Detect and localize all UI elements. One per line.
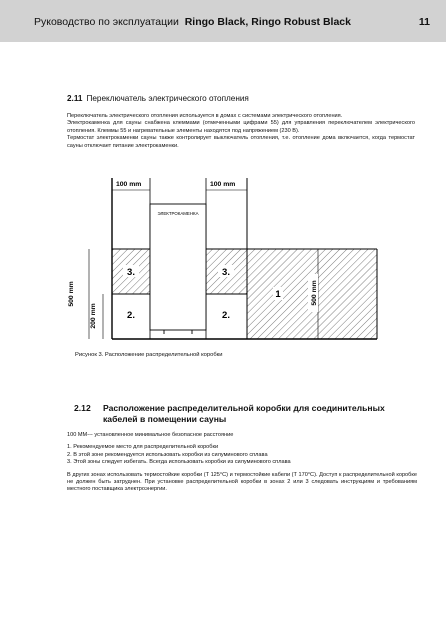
heater-label: ЭЛЕКТРОКАМЕНКА <box>157 211 199 216</box>
zone-3-left-label: 3. <box>127 267 135 278</box>
section-2-11-title <box>67 94 249 103</box>
junction-box-diagram <box>60 168 390 358</box>
figure-caption: Рисунок 3. Расположение распределительной коробки <box>75 352 223 358</box>
paragraph-line: Термостат электрокаменки сауны также контролирует выключатель отопления, т.е. отопление дома включается, когда термостат сауны отключает питание электрокаменки. <box>67 135 415 149</box>
dim-right-label: 100 mm <box>210 181 236 188</box>
section-title-line: кабелей в помещении сауны <box>103 414 227 424</box>
page-header <box>0 0 446 42</box>
paragraph-line: Электрокаменка для сауны снабжена клеммами (отмеченными цифрами 55) для управления переключателем электрического отопления. Клеммы 55 и нагревательные элементы находятся под напряжением (230 В). <box>67 120 415 134</box>
header-title-model: Ringo Black, Ringo Robust Black <box>184 16 351 28</box>
dim-left-label: 100 mm <box>116 181 142 188</box>
dim-500-left-label: 500 mm <box>68 281 75 307</box>
section-title-line: Расположение распределительной коробки для соединительных <box>103 403 385 413</box>
definition-line: 100 ММ--- установленное минимальное безопасное расстояние <box>67 432 234 438</box>
zone-1-label: 1 <box>275 289 281 300</box>
list-item: 2. В этой зоне рекомендуется использовать коробки из силуминового сплава <box>67 451 268 458</box>
dim-200-left-label: 200 mm <box>90 303 97 329</box>
section-2-12-body <box>67 432 417 494</box>
paragraph-line: Переключатель электрического отопления используется в домах с системами электрического отопления. <box>67 113 343 119</box>
section-paragraph: В других зонах использовать термостойкие коробки (T 125°C) и термостойкие кабели (T 170°C). Доступ к распределительной коробке не должен быть затруднен. При установке распределительной коробки в зонах 2 или 3 следовать инструкциям и требованиям местного поставщика электроэнергии. <box>67 471 417 493</box>
section-2-11-body <box>67 113 415 150</box>
section-number: 2.12 <box>74 403 91 413</box>
heater-outline <box>150 204 206 330</box>
diagram-svg <box>60 168 390 358</box>
header-title-plain: Руководство по эксплуатации <box>34 16 179 28</box>
list-item: 1. Рекомендуемое место для распределительной коробки <box>67 444 219 451</box>
page-number: 11 <box>418 16 430 28</box>
zone-2-right-label: 2. <box>222 310 230 321</box>
dim-500-right-label: 500 mm <box>311 280 318 306</box>
list-item: 3. Этой зоны следует избегать. Всегда использовать коробки из силуминового сплава <box>67 459 291 466</box>
zone-2-left-label: 2. <box>127 310 135 321</box>
zone-3-right-label: 3. <box>222 267 230 278</box>
header-title <box>34 16 351 28</box>
section-number: 2.11 <box>67 94 83 103</box>
section-title-text: Переключатель электрического отопления <box>86 94 249 103</box>
section-title-text <box>103 403 423 425</box>
